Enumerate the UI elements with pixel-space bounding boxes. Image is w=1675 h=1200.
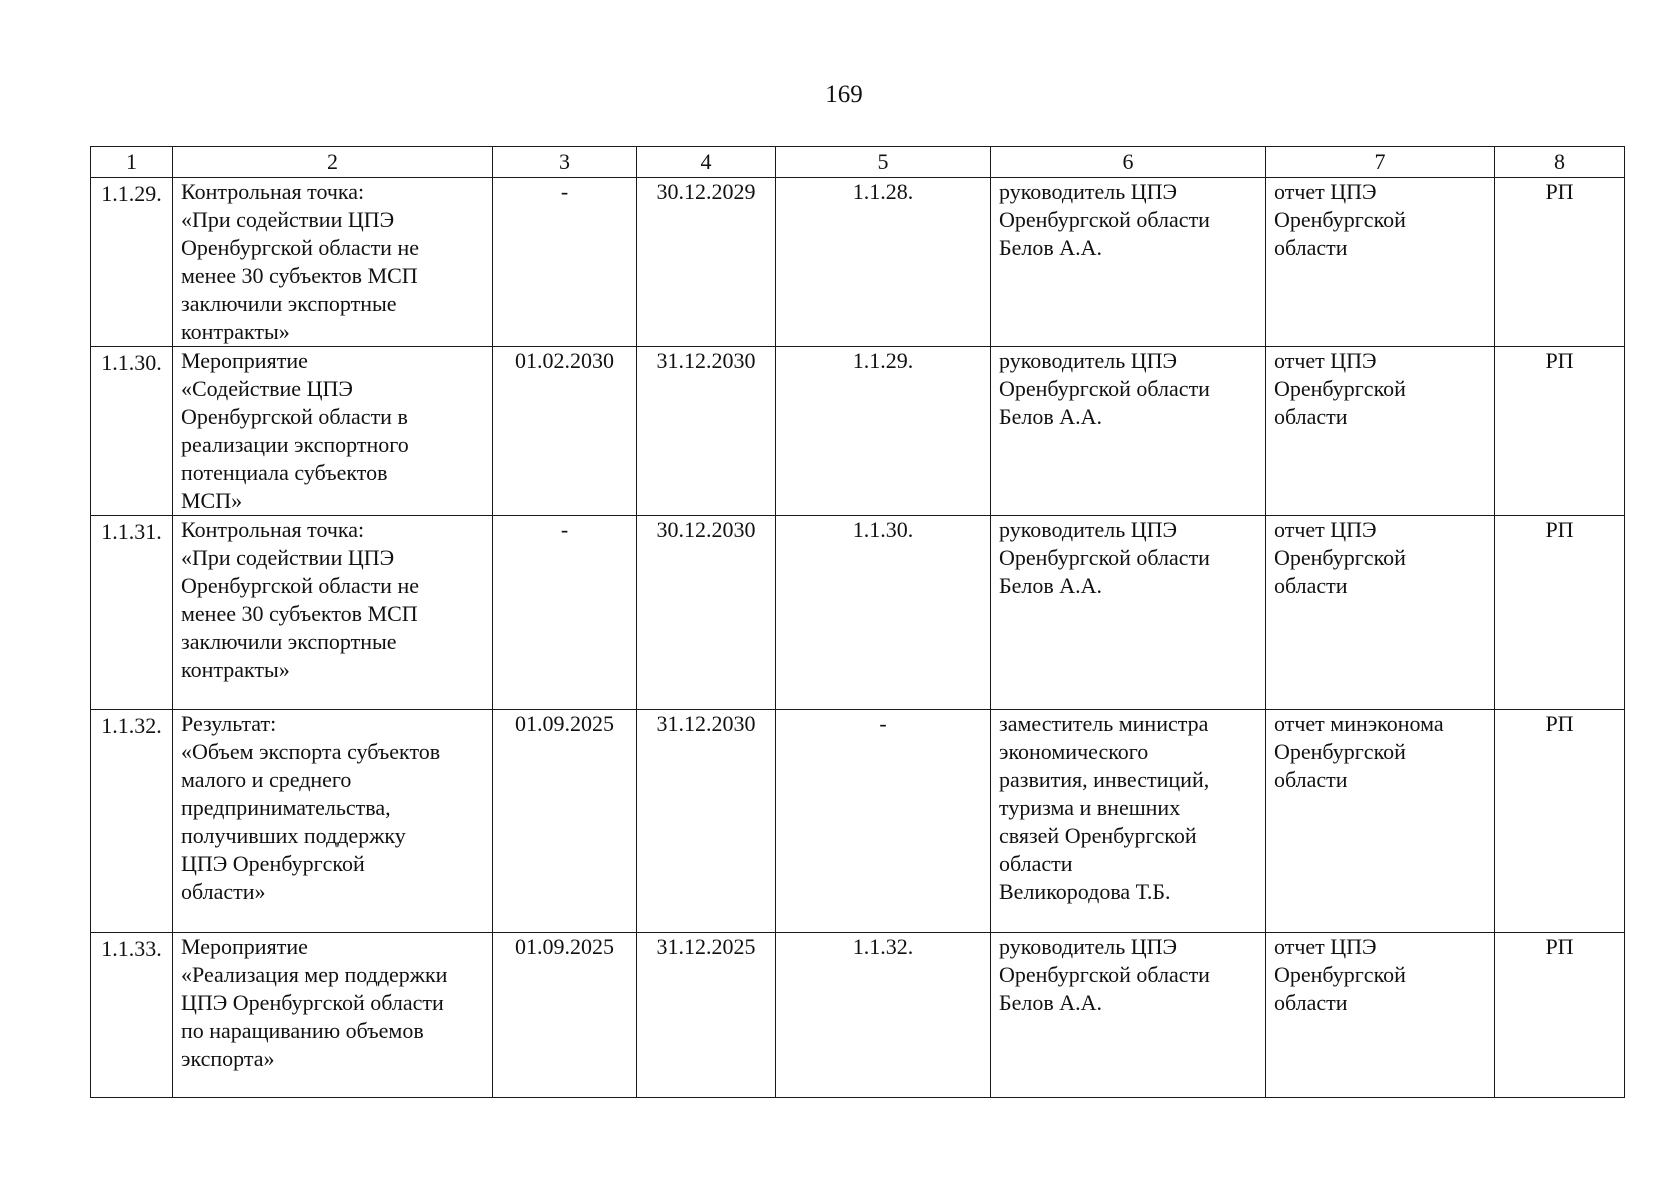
document-line: Оренбургской [1274, 207, 1406, 232]
document-line: области [1274, 573, 1348, 598]
document-line: Оренбургской [1274, 376, 1406, 401]
name-line: реализации экспортного [181, 432, 409, 457]
row-name [173, 516, 493, 710]
name-line: экспорта» [181, 1046, 275, 1071]
name-line: Мероприятие [181, 348, 308, 373]
name-line: области» [181, 879, 266, 904]
name-line: менее 30 субъектов МСП [181, 601, 418, 626]
responsible-line: Оренбургской области [999, 207, 1210, 232]
name-line: контракты» [181, 657, 290, 682]
start-date: 01.09.2025 [493, 710, 637, 933]
predecessor: - [776, 710, 991, 933]
responsible [991, 933, 1266, 1098]
header-cell: 1 [91, 147, 173, 178]
responsible-line: экономического [999, 739, 1149, 764]
predecessor: 1.1.32. [776, 933, 991, 1098]
name-line: Оренбургской области не [181, 235, 419, 260]
name-line: заключили экспортные [181, 629, 397, 654]
name-line: по наращиванию объемов [181, 1018, 424, 1043]
responsible-line: развития, инвестиций, [999, 767, 1210, 792]
end-date: 31.12.2030 [637, 710, 776, 933]
row-number: 1.1.32. [91, 710, 173, 933]
header-cell: 7 [1266, 147, 1495, 178]
responsible-line: руководитель ЦПЭ [999, 179, 1178, 204]
start-date: 01.09.2025 [493, 933, 637, 1098]
row-number: 1.1.33. [91, 933, 173, 1098]
document-line: Оренбургской [1274, 545, 1406, 570]
document-line: области [1274, 990, 1348, 1015]
row-number: 1.1.31. [91, 516, 173, 710]
header-cell: 4 [637, 147, 776, 178]
name-line: малого и среднего [181, 767, 352, 792]
start-date: - [493, 178, 637, 347]
plan-table [90, 146, 1625, 1098]
row-number: 1.1.30. [91, 347, 173, 516]
table-row [91, 933, 1625, 1098]
start-date: 01.02.2030 [493, 347, 637, 516]
page-number: 169 [825, 81, 863, 108]
table-row [91, 516, 1625, 710]
name-line: МСП» [181, 488, 243, 513]
responsible-line: руководитель ЦПЭ [999, 348, 1178, 373]
responsible-line: заместитель министра [999, 711, 1209, 736]
document-line: отчет минэконома [1274, 711, 1444, 736]
name-line: предпринимательства, [181, 795, 391, 820]
name-line: «Объем экспорта субъектов [181, 739, 441, 764]
level: РП [1495, 178, 1625, 347]
level: РП [1495, 933, 1625, 1098]
responsible-line: Великородова Т.Б. [999, 879, 1171, 904]
responsible-line: связей Оренбургской [999, 823, 1197, 848]
document [1266, 347, 1495, 516]
predecessor: 1.1.28. [776, 178, 991, 347]
name-line: «Реализация мер поддержки [181, 962, 448, 987]
name-line: Контрольная точка: [181, 517, 365, 542]
end-date: 31.12.2030 [637, 347, 776, 516]
responsible-line: области [999, 851, 1073, 876]
document [1266, 933, 1495, 1098]
name-line: ЦПЭ Оренбургской области [181, 990, 444, 1015]
responsible-line: руководитель ЦПЭ [999, 517, 1178, 542]
end-date: 31.12.2025 [637, 933, 776, 1098]
responsible [991, 178, 1266, 347]
document-line: области [1274, 404, 1348, 429]
document [1266, 710, 1495, 933]
name-line: Результат: [181, 711, 277, 736]
predecessor: 1.1.30. [776, 516, 991, 710]
predecessor: 1.1.29. [776, 347, 991, 516]
responsible-line: Оренбургской области [999, 545, 1210, 570]
name-line: «Содействие ЦПЭ [181, 376, 353, 401]
responsible-line: Белов А.А. [999, 235, 1103, 260]
name-line: ЦПЭ Оренбургской [181, 851, 365, 876]
row-name [173, 347, 493, 516]
row-name [173, 710, 493, 933]
name-line: менее 30 субъектов МСП [181, 263, 418, 288]
row-name [173, 933, 493, 1098]
row-name [173, 178, 493, 347]
header-cell: 2 [173, 147, 493, 178]
responsible-line: Оренбургской области [999, 376, 1210, 401]
document-line: отчет ЦПЭ [1274, 517, 1377, 542]
end-date: 30.12.2029 [637, 178, 776, 347]
table-header-row [91, 147, 1625, 178]
level: РП [1495, 516, 1625, 710]
responsible-line: Белов А.А. [999, 573, 1103, 598]
end-date: 30.12.2030 [637, 516, 776, 710]
name-line: Оренбургской области не [181, 573, 419, 598]
document [1266, 516, 1495, 710]
document-line: отчет ЦПЭ [1274, 179, 1377, 204]
document [1266, 178, 1495, 347]
document-line: Оренбургской [1274, 962, 1406, 987]
name-line: Оренбургской области в [181, 404, 408, 429]
responsible-line: Белов А.А. [999, 404, 1103, 429]
level: РП [1495, 347, 1625, 516]
table-row [91, 347, 1625, 516]
name-line: Контрольная точка: [181, 179, 365, 204]
responsible-line: руководитель ЦПЭ [999, 934, 1178, 959]
header-cell: 5 [776, 147, 991, 178]
name-line: заключили экспортные [181, 291, 397, 316]
row-number: 1.1.29. [91, 178, 173, 347]
header-cell: 6 [991, 147, 1266, 178]
document-line: отчет ЦПЭ [1274, 934, 1377, 959]
name-line: «При содействии ЦПЭ [181, 207, 395, 232]
document-line: области [1274, 767, 1348, 792]
responsible-line: Белов А.А. [999, 990, 1103, 1015]
responsible [991, 347, 1266, 516]
document-line: Оренбургской [1274, 739, 1406, 764]
name-line: контракты» [181, 319, 290, 344]
responsible-line: туризма и внешних [999, 795, 1181, 820]
document-line: отчет ЦПЭ [1274, 348, 1377, 373]
header-cell: 8 [1495, 147, 1625, 178]
table-row [91, 710, 1625, 933]
responsible [991, 710, 1266, 933]
table-row [91, 178, 1625, 347]
name-line: «При содействии ЦПЭ [181, 545, 395, 570]
start-date: - [493, 516, 637, 710]
level: РП [1495, 710, 1625, 933]
header-cell: 3 [493, 147, 637, 178]
responsible-line: Оренбургской области [999, 962, 1210, 987]
name-line: Мероприятие [181, 934, 308, 959]
document-line: области [1274, 235, 1348, 260]
name-line: получивших поддержку [181, 823, 406, 848]
responsible [991, 516, 1266, 710]
name-line: потенциала субъектов [181, 460, 388, 485]
